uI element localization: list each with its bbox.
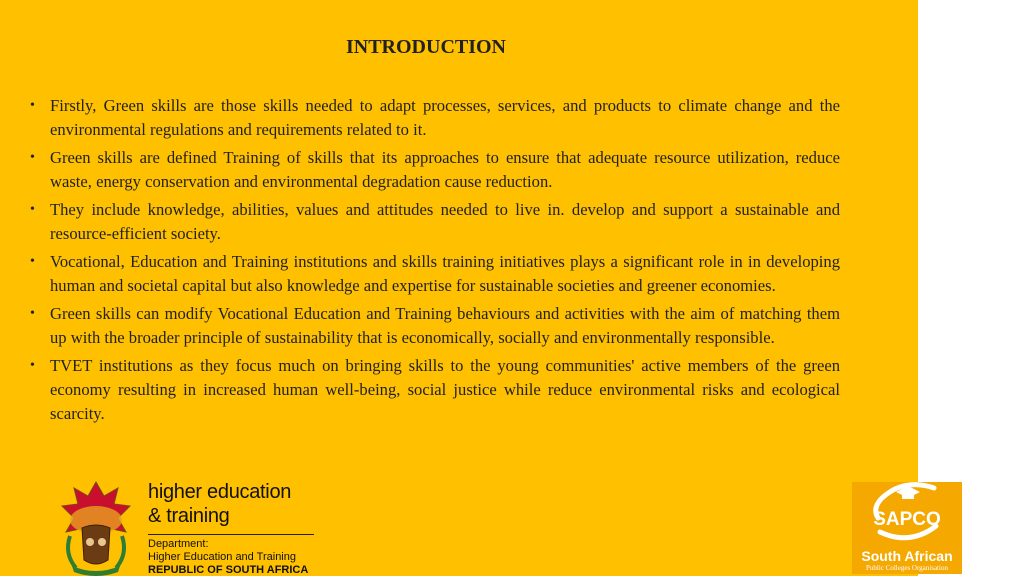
dept-name: Higher Education and Training [148,551,296,563]
bullet-dot: • [30,358,35,373]
sapco-name: South African [861,548,953,564]
slide-title: INTRODUCTION [345,36,507,58]
dept-title-line1: higher education [148,481,292,503]
coat-of-arms-icon [56,476,136,576]
bullet-item: • Firstly, Green skills are those skills needed to adapt processes, services, and products to climate change and the environmental regulations and requirements related to it. [30,96,840,139]
dept-label: Department: [148,538,209,550]
bullet-list [30,94,840,430]
bullet-dot: • [30,202,35,217]
bullet-item: • Green skills are defined Training of skills that its approaches to ensure that adequate resource utilization, reduce waste, energy conservation and environmental degradation cause reduction. [30,148,840,191]
divider [148,534,314,535]
department-text [148,480,318,577]
bullet-item: • They include knowledge, abilities, values and attitudes needed to live in. develop and support a sustainable and resource-efficient society. [30,200,840,243]
sapco-acronym: SAPCO [873,509,941,530]
dept-country: REPUBLIC OF SOUTH AFRICA [148,564,309,576]
bullet-item: • TVET institutions as they focus much on bringing skills to the young communities' active members of the green economy resulting in increased human well-being, social justice while reduce environmental risks and ecological scarcity. [30,356,840,423]
bullet-item: • Vocational, Education and Training institutions and skills training initiatives plays a significant role in in developing human and societal capital but also knowledge and expertise for sustainable societies and greener economies. [30,252,840,295]
bullet-dot: • [30,306,35,321]
sapco-tagline: Public Colleges Organisation [866,564,948,572]
bullet-dot: • [30,98,35,113]
graduation-cap-icon [852,482,962,548]
bullet-dot: • [30,150,35,165]
department-logo [52,476,322,576]
bullet-dot: • [30,254,35,269]
dept-title-line2: & training [148,505,230,527]
sapco-logo [852,482,962,574]
bullet-item: • Green skills can modify Vocational Education and Training behaviours and activities with the aim of matching them up with the broader principle of sustainability that is economically, socially and environmentally responsible. [30,304,840,347]
